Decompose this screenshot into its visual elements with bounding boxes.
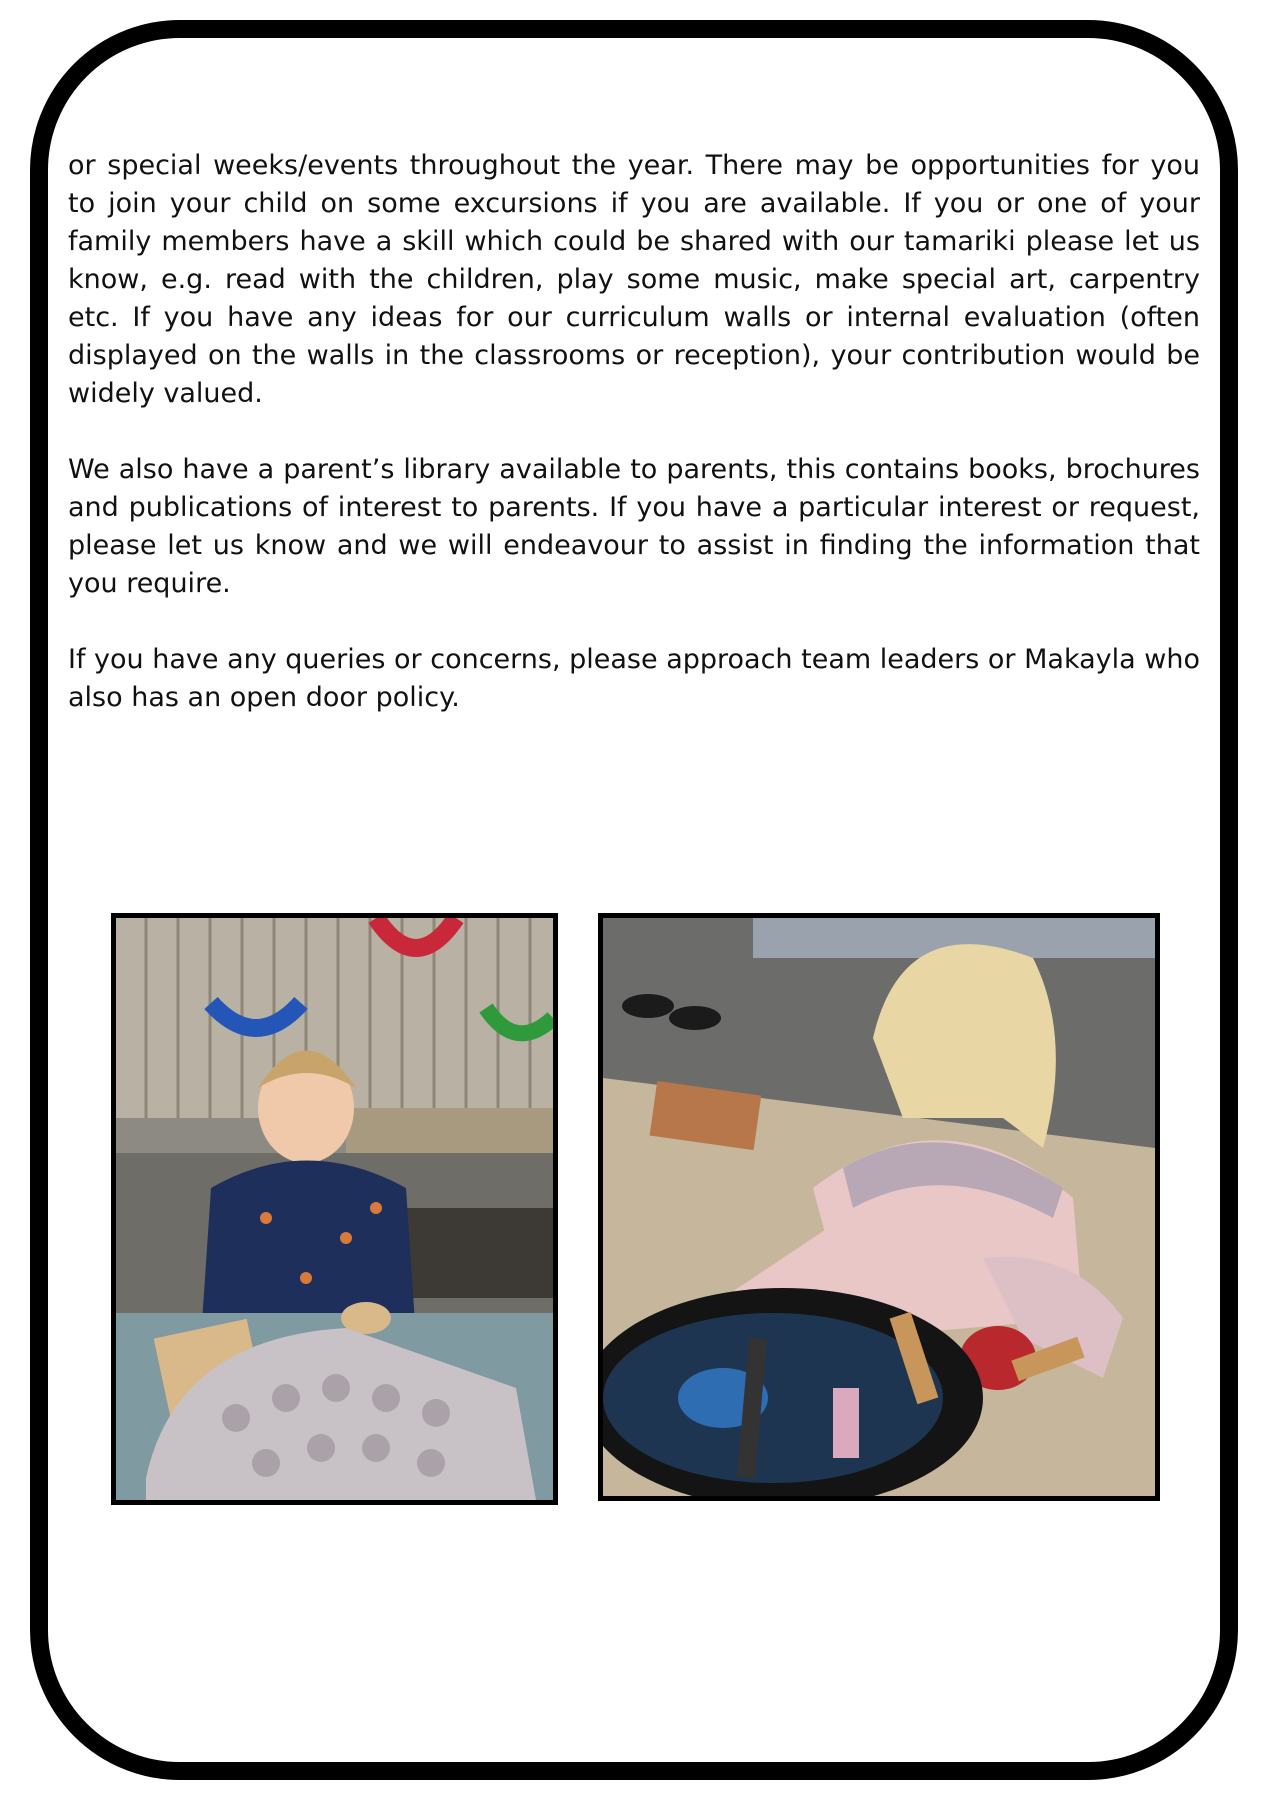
photo-girl-water-play <box>598 913 1160 1501</box>
photo-girl-illustration <box>603 918 1155 1496</box>
photo-boy-woodwork <box>111 913 558 1505</box>
paragraph-queries: If you have any queries or concerns, please approach team leaders or Makayla who also has an open door policy. <box>68 644 1200 713</box>
body-text <box>68 147 1200 755</box>
paragraph-library: We also have a parent’s library available to parents, this contains books, brochures and publications of interest to parents. If you have a particular interest or request, please let us know and we will endeavour to assist in finding the information that you require. <box>68 454 1200 599</box>
paragraph-involvement: or special weeks/events throughout the year. There may be opportunities for you to join your child on some excursions if you are available. If you or one of your family members have a skill which could be shared with our tamariki please let us know, e.g. read with the children, play some music, make special art, carpentry etc. If you have any ideas for our curriculum walls or internal evaluation (often displayed on the walls in the classrooms or reception), your contribution would be widely valued. <box>68 150 1200 409</box>
photo-boy-illustration <box>116 918 553 1500</box>
